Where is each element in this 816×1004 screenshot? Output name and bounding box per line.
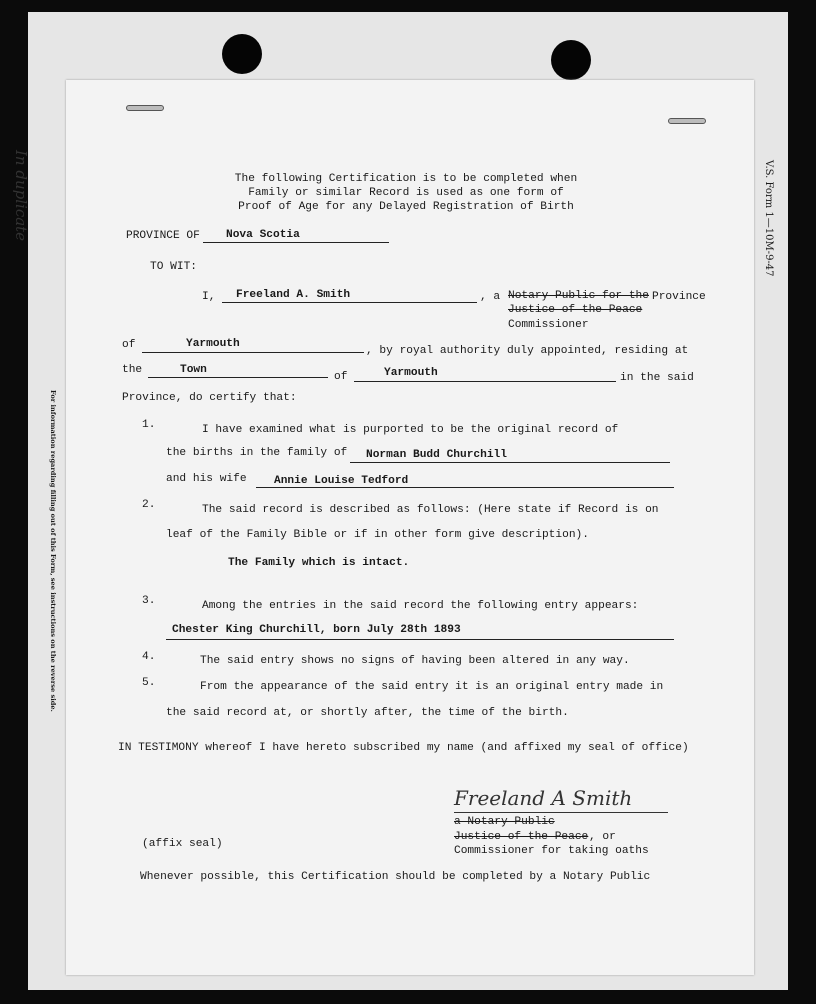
item-2-number: 2. xyxy=(142,499,156,511)
province-label: PROVINCE OF xyxy=(126,230,200,242)
signature-notary-struck: a Notary Public xyxy=(454,816,555,828)
the-label: the xyxy=(122,364,143,376)
heading-line-2: Family or similar Record is used as one form of xyxy=(248,187,564,199)
item-1-text-b: the births in the family of xyxy=(166,447,348,459)
title-notary-struck: Notary Public for the xyxy=(508,290,649,302)
margin-instructions: For information regarding filling out of this Form, see instructions on the reverse side. xyxy=(49,390,57,712)
title-commissioner: Commissioner xyxy=(508,319,589,331)
residence-line xyxy=(354,381,616,382)
testimony-text: IN TESTIMONY whereof I have hereto subscribed my name (and affixed my seal of office) xyxy=(118,742,689,754)
item-2-text-b: leaf of the Family Bible or if in other form give description). xyxy=(166,529,589,541)
royal-authority-text: , by royal authority duly appointed, residing at xyxy=(366,345,689,357)
in-said-text: in the said xyxy=(620,372,694,384)
staple-right xyxy=(668,118,706,124)
province-value: Nova Scotia xyxy=(226,229,300,241)
residence-type: Town xyxy=(180,364,207,376)
item-4-text: The said entry shows no signs of having been altered in any way. xyxy=(200,655,630,667)
certification-form xyxy=(66,80,754,975)
mother-name: Annie Louise Tedford xyxy=(274,475,409,487)
item-1-text-c: and his wife xyxy=(166,473,247,485)
item-1-text-a: I have examined what is purported to be the original record of xyxy=(202,424,619,436)
affix-seal-text: (affix seal) xyxy=(142,838,223,850)
signature-justice-struck: Justice of the Peace xyxy=(454,831,589,843)
i-label: I, xyxy=(202,291,216,303)
punch-hole-left xyxy=(222,34,262,74)
residence-value: Yarmouth xyxy=(384,367,438,379)
to-wit-label: TO WIT: xyxy=(150,261,197,273)
name-line xyxy=(222,302,477,303)
punch-hole-right xyxy=(551,40,591,80)
heading-line-1: The following Certification is to be completed when xyxy=(234,173,578,185)
item-2-text-a: The said record is described as follows: (Here state if Record is on xyxy=(202,504,659,516)
heading-line-3: Proof of Age for any Delayed Registration of Birth xyxy=(238,201,574,213)
a-label: , a xyxy=(480,291,501,303)
footer-note: Whenever possible, this Certification should be completed by a Notary Public xyxy=(140,871,651,883)
residence-type-line xyxy=(148,377,328,378)
father-line xyxy=(350,462,670,463)
margin-handwritten-note: In duplicate xyxy=(12,150,30,242)
certify-text: Province, do certify that: xyxy=(122,392,297,404)
of-label: of xyxy=(122,339,136,351)
item-5-text-b: the said record at, or shortly after, the time of the birth. xyxy=(166,707,569,719)
signature-line xyxy=(454,812,668,813)
certifier-name: Freeland A. Smith xyxy=(236,289,351,301)
of-value: Yarmouth xyxy=(186,338,240,350)
province-line xyxy=(203,242,389,243)
item-3-number: 3. xyxy=(142,595,156,607)
item-5-text-a: From the appearance of the said entry it is an original entry made in xyxy=(200,681,664,693)
of-line xyxy=(142,352,364,353)
title-justice-struck: Justice of the Peace xyxy=(508,304,643,316)
of2-label: of xyxy=(334,371,348,383)
birth-entry: Chester King Churchill, born July 28th 1893 xyxy=(172,624,461,636)
record-description: The Family which is intact. xyxy=(228,557,410,569)
form-number: V.S. Form 1—10M-9-47 xyxy=(763,160,774,277)
entry-line xyxy=(166,639,674,640)
signature-commissioner: Commissioner for taking oaths xyxy=(454,845,649,857)
handwritten-signature: Freeland A Smith xyxy=(454,786,633,810)
signature-or: , or xyxy=(589,831,616,843)
province-word: Province xyxy=(652,291,706,303)
item-3-text: Among the entries in the said record the following entry appears: xyxy=(202,600,639,612)
staple-left xyxy=(126,105,164,111)
item-4-number: 4. xyxy=(142,651,156,663)
father-name: Norman Budd Churchill xyxy=(366,449,507,461)
item-1-number: 1. xyxy=(142,419,156,431)
item-5-number: 5. xyxy=(142,677,156,689)
